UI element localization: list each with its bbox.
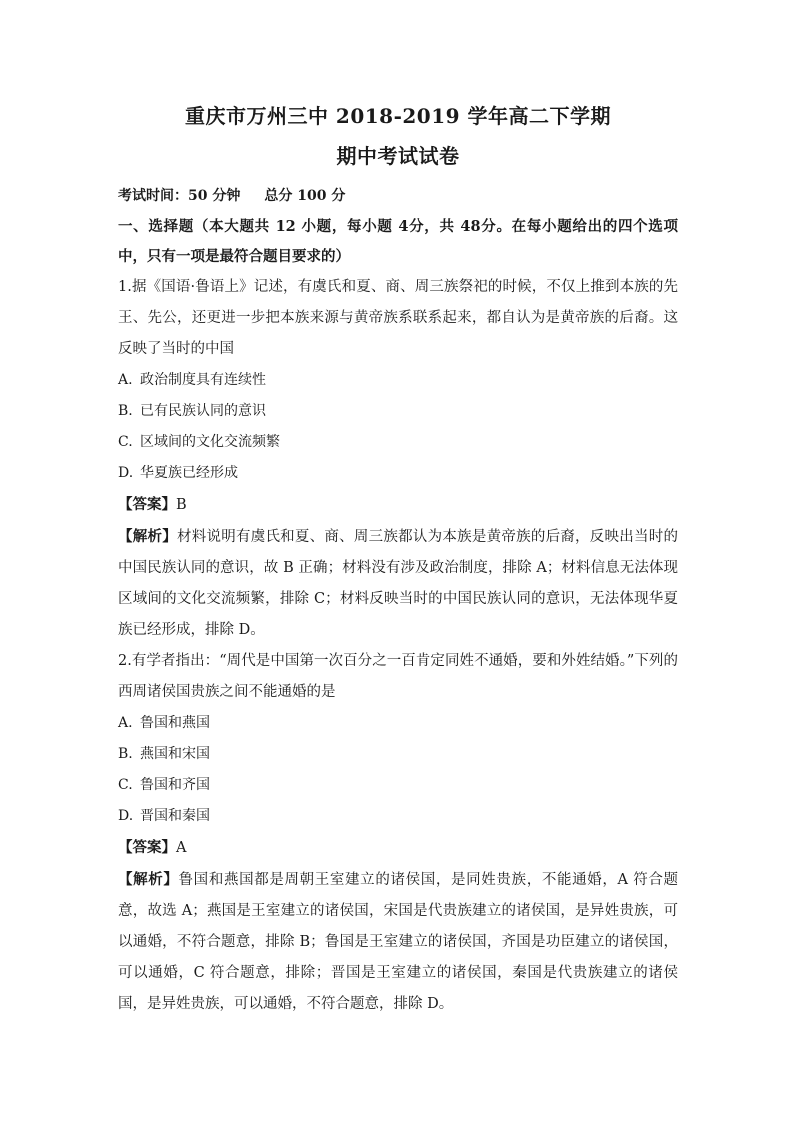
- option-text: 华夏族已经形成: [140, 465, 238, 481]
- answer-label: 【答案】: [118, 839, 176, 856]
- option-letter: A.: [118, 372, 133, 388]
- answer-line: [118, 832, 678, 864]
- option-text: 晋国和秦国: [140, 808, 210, 824]
- option-letter: C.: [118, 434, 133, 450]
- analysis-text: 材料说明有虞氏和夏、商、周三族都认为本族是黄帝族的后裔，反映出当时的中国民族认同的意识，故 B 正确；材料没有涉及政治制度，排除 A；材料信息无法体现区域间的文化交流频繁，排除 C；材料反映当时的中国民族认同的意识，无法体现华夏族已经形成，排除 D。: [118, 529, 679, 638]
- option-letter: A.: [118, 715, 133, 731]
- option-text: 已有民族认同的意识: [140, 403, 266, 419]
- option-c: [118, 427, 678, 458]
- option-d: [118, 458, 678, 489]
- answer-line: [118, 489, 678, 521]
- option-letter: D.: [118, 808, 134, 824]
- analysis-label: 【解析】: [118, 528, 177, 545]
- option-text: 鲁国和燕国: [140, 715, 210, 731]
- option-letter: D.: [118, 465, 134, 481]
- analysis-text: 鲁国和燕国都是周朝王室建立的诸侯国，是同姓贵族，不能通婚，A 符合题意，故选 A；燕国是王室建立的诸侯国，宋国是代贵族建立的诸侯国，是异姓贵族，可以通婚，不符合题意，排除 B；鲁国是王室建立的诸侯国，齐国是功臣建立的诸侯国，可以通婚，C 符合题意，排除；晋国是王室建立的诸侯国，秦国是代贵族建立的诸侯国，是异姓贵族，可以通婚，不符合题意，排除 D。: [118, 872, 678, 1012]
- option-text: 燕国和宋国: [140, 746, 210, 762]
- option-d: [118, 801, 678, 832]
- option-letter: C.: [118, 777, 133, 793]
- option-a: [118, 708, 678, 739]
- option-text: 区域间的文化交流频繁: [140, 434, 280, 450]
- option-letter: B.: [118, 403, 133, 419]
- analysis-label: 【解析】: [118, 871, 179, 888]
- analysis-paragraph: [118, 864, 678, 1020]
- answer-value: B: [176, 497, 187, 513]
- option-text: 政治制度具有连续性: [140, 372, 266, 388]
- option-b: [118, 396, 678, 427]
- exam-time: 考试时间：50 分钟: [118, 188, 241, 204]
- question-2: [118, 646, 678, 1020]
- question-stem: 1.据《国语·鲁语上》记述，有虞氏和夏、商、周三族祭祀的时候，不仅上推到本族的先王、先公，还更进一步把本族来源与黄帝族系联系起来，都自认为是黄帝族的后裔。这反映了当时的中国: [118, 279, 678, 357]
- section-heading: 一、选择题（本大题共 12 小题，每小题 4分，共 48分。在每小题给出的四个选项中，只有一项是最符合题目要求的）: [118, 218, 678, 265]
- total-score: 总分 100 分: [264, 188, 346, 204]
- option-letter: B.: [118, 746, 133, 762]
- analysis-paragraph: [118, 521, 678, 646]
- exam-meta: [118, 180, 678, 212]
- answer-value: A: [176, 840, 187, 856]
- question-stem: 2.有学者指出：“周代是中国第一次百分之一百肯定同姓不通婚，要和外姓结婚。”下列的西周诸侯国贵族之间不能通婚的是: [118, 653, 678, 700]
- exam-title-line2: 期中考试试卷: [336, 144, 460, 168]
- option-text: 鲁国和齐国: [140, 777, 210, 793]
- exam-page: [118, 96, 678, 1020]
- exam-title-line1: 重庆市万州三中 2018-2019 学年高二下学期: [184, 104, 612, 128]
- question-1: [118, 272, 678, 646]
- answer-label: 【答案】: [118, 496, 176, 513]
- option-b: [118, 739, 678, 770]
- option-c: [118, 770, 678, 801]
- option-a: [118, 365, 678, 396]
